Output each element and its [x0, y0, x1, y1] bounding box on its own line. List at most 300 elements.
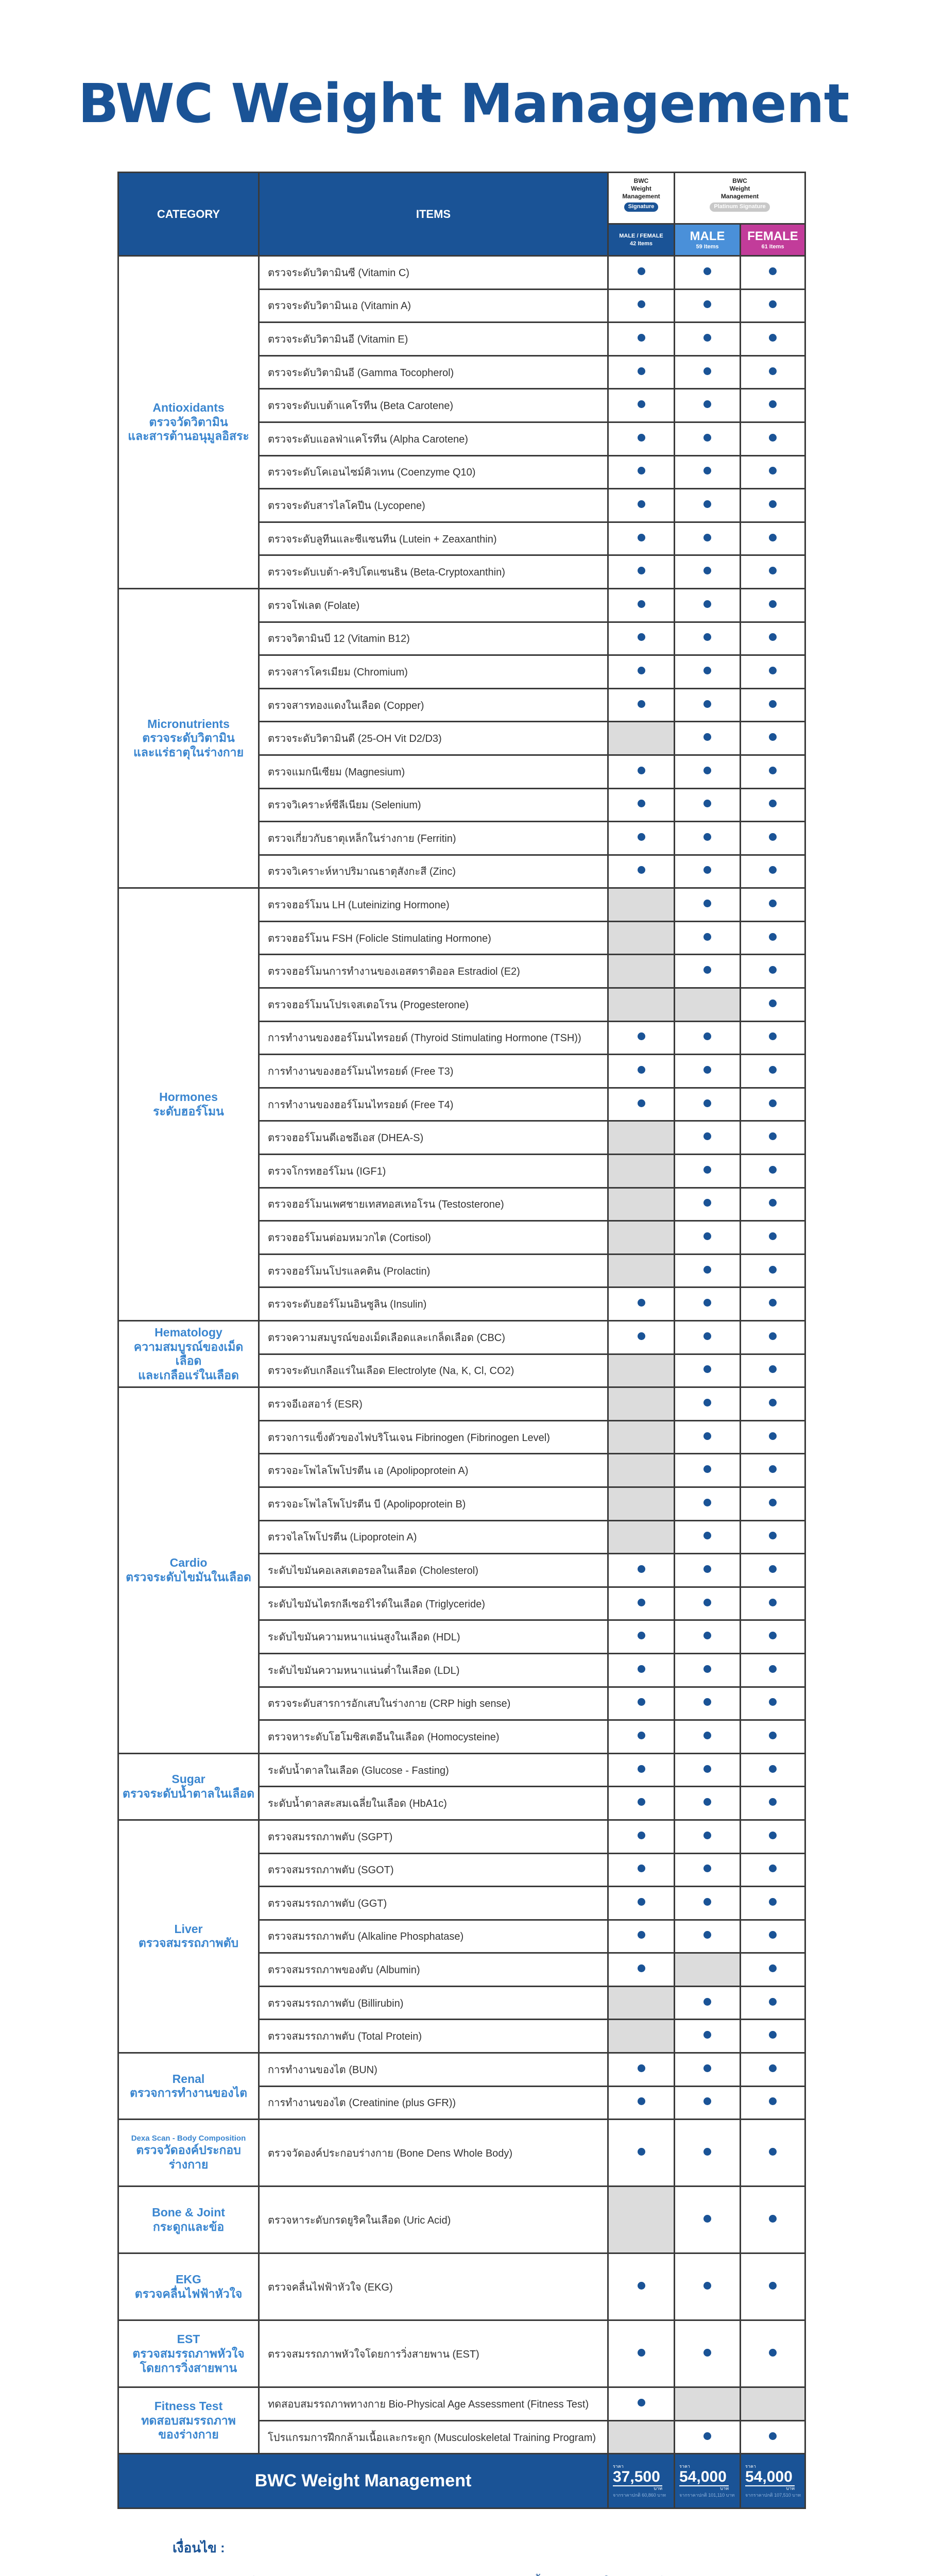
mark-male: [675, 1321, 741, 1354]
mark-female: [741, 988, 805, 1022]
mark-male: [675, 2053, 741, 2087]
category-label-en: EKG: [176, 2273, 201, 2286]
included-dot-icon: [703, 1898, 711, 1906]
included-dot-icon: [769, 1199, 777, 1207]
included-dot-icon: [638, 700, 645, 708]
included-dot-icon: [703, 2349, 711, 2357]
category-label-th1: ตรวจระดับน้ำตาลในเลือด: [122, 1786, 255, 1800]
mark-male: [675, 688, 741, 722]
category-label-small: Dexa Scan - Body Composition: [131, 2134, 246, 2143]
included-dot-icon: [638, 1099, 645, 1107]
item-name: ตรวจสมรรถภาพตับ (GGT): [259, 1887, 608, 1920]
included-dot-icon: [769, 1499, 777, 1506]
category-label-th1: ตรวจสมรรถภาพหัวใจ: [132, 2346, 245, 2360]
mark-female: [741, 1720, 805, 1754]
category-cell: [118, 2320, 259, 2387]
header-package-platinum: BWC Weight Management Platinum Signature: [675, 173, 805, 224]
mark-signature: [608, 1953, 675, 1987]
included-dot-icon: [638, 1798, 645, 1806]
mark-male: [675, 1387, 741, 1421]
included-dot-icon: [638, 400, 645, 408]
mark-signature: [608, 1587, 675, 1620]
mark-male: [675, 1554, 741, 1587]
included-dot-icon: [703, 534, 711, 541]
included-dot-icon: [638, 1032, 645, 1040]
item-name: ตรวจระดับวิตามินเอ (Vitamin A): [259, 289, 608, 323]
included-dot-icon: [769, 2097, 777, 2105]
included-dot-icon: [638, 500, 645, 508]
mark-male: [675, 489, 741, 522]
included-dot-icon: [769, 2282, 777, 2290]
category-label-th1: กระดูกและข้อ: [152, 2219, 225, 2233]
mark-female: [741, 1387, 805, 1421]
included-dot-icon: [769, 999, 777, 1007]
category-label-th1: ตรวจคลื่นไฟฟ้าหัวใจ: [134, 2286, 243, 2300]
mark-signature: [608, 755, 675, 788]
mark-signature: [608, 1454, 675, 1487]
included-dot-icon: [638, 467, 645, 474]
included-dot-icon: [769, 2064, 777, 2072]
item-name: ตรวจระดับเกลือแร่ในเลือด Electrolyte (Na, K, Cl, CO2): [259, 1354, 608, 1387]
mark-female: [741, 1853, 805, 1887]
mark-female: [741, 489, 805, 522]
mark-signature: [608, 1221, 675, 1255]
included-dot-icon: [703, 1299, 711, 1307]
included-dot-icon: [769, 933, 777, 941]
table-body: [118, 256, 805, 2454]
page-title: BWC Weight Management: [78, 72, 849, 135]
category-label-en: Hematology: [154, 1325, 222, 1339]
mark-female: [741, 522, 805, 555]
mark-signature: [608, 489, 675, 522]
item-name: ตรวจสมรรถภาพหัวใจโดยการวิ่งสายพาน (EST): [259, 2320, 608, 2387]
item-name: ตรวจระดับโคเอนไซม์คิวเทน (Coenzyme Q10): [259, 455, 608, 489]
included-dot-icon: [769, 2349, 777, 2357]
item-name: ระดับไขมันความหนาแน่นสูงในเลือด (HDL): [259, 1620, 608, 1654]
mark-female: [741, 2020, 805, 2053]
included-dot-icon: [638, 1599, 645, 1606]
mark-female: [741, 888, 805, 922]
item-name: ตรวจระดับวิตามินซี (Vitamin C): [259, 256, 608, 290]
included-dot-icon: [638, 1832, 645, 1839]
included-dot-icon: [703, 367, 711, 375]
price-signature: ราคา 37,500 บาท จากราคาปกติ 60,860 บาท: [608, 2454, 675, 2509]
included-dot-icon: [638, 633, 645, 641]
included-dot-icon: [703, 1931, 711, 1939]
footer-title: BWC Weight Management: [118, 2454, 608, 2509]
mark-male: [675, 389, 741, 422]
category-label-th2: และสารต้านอนุมูลอิสระ: [128, 429, 249, 443]
included-dot-icon: [769, 700, 777, 708]
mark-signature: [608, 1188, 675, 1221]
item-name: ตรวจระดับวิตามินอี (Gamma Tocopherol): [259, 355, 608, 389]
item-name: ระดับไขมันความหนาแน่นต่ำในเลือด (LDL): [259, 1653, 608, 1687]
included-dot-icon: [769, 1931, 777, 1939]
mark-male: [675, 355, 741, 389]
mark-male: [675, 1055, 741, 1088]
mark-signature: [608, 722, 675, 755]
category-cell: [118, 1820, 259, 2053]
mark-male: [675, 1653, 741, 1687]
included-dot-icon: [703, 1365, 711, 1373]
included-dot-icon: [703, 500, 711, 508]
mark-signature: [608, 788, 675, 822]
included-dot-icon: [769, 800, 777, 807]
mark-female: [741, 455, 805, 489]
mark-male: [675, 2387, 741, 2421]
mark-signature: [608, 256, 675, 290]
category-cell: [118, 888, 259, 1321]
included-dot-icon: [703, 1532, 711, 1539]
item-name: ตรวจระดับวิตามินดี (25-OH Vit D2/D3): [259, 722, 608, 755]
item-name: ตรวจหาระดับโฮโมซิสเตอีนในเลือด (Homocysteine): [259, 1720, 608, 1754]
included-dot-icon: [703, 966, 711, 974]
included-dot-icon: [703, 2064, 711, 2072]
included-dot-icon: [703, 1998, 711, 2006]
included-dot-icon: [703, 434, 711, 442]
included-dot-icon: [638, 1698, 645, 1706]
mark-male: [675, 455, 741, 489]
included-dot-icon: [703, 800, 711, 807]
mark-male: [675, 2253, 741, 2320]
mark-male: [675, 2320, 741, 2387]
mark-female: [741, 2086, 805, 2120]
mark-signature: [608, 1620, 675, 1654]
mark-signature: [608, 1653, 675, 1687]
mark-female: [741, 2253, 805, 2320]
mark-male: [675, 1887, 741, 1920]
included-dot-icon: [769, 733, 777, 741]
mark-signature: [608, 389, 675, 422]
mark-signature: [608, 921, 675, 955]
included-dot-icon: [769, 334, 777, 342]
mark-signature: [608, 655, 675, 689]
mark-signature: [608, 2387, 675, 2421]
included-dot-icon: [769, 667, 777, 674]
mark-signature: [608, 1753, 675, 1787]
mark-signature: [608, 588, 675, 622]
included-dot-icon: [769, 567, 777, 574]
mark-male: [675, 2420, 741, 2454]
mark-female: [741, 2187, 805, 2253]
included-dot-icon: [703, 933, 711, 941]
item-name: ตรวจระดับวิตามินอี (Vitamin E): [259, 323, 608, 356]
mark-female: [741, 755, 805, 788]
mark-female: [741, 1454, 805, 1487]
category-label-en: Liver: [174, 1922, 203, 1936]
included-dot-icon: [769, 1865, 777, 1872]
category-label-th1: ตรวจระดับไขมันในเลือด: [126, 1570, 251, 1584]
included-dot-icon: [703, 1832, 711, 1839]
mark-signature: [608, 1021, 675, 1055]
mark-female: [741, 1287, 805, 1321]
mark-signature: [608, 323, 675, 356]
mark-signature: [608, 1387, 675, 1421]
category-label-th1: ตรวจวัดวิตามิน: [149, 415, 228, 429]
included-dot-icon: [769, 434, 777, 442]
included-dot-icon: [703, 334, 711, 342]
table-row: [118, 2387, 805, 2421]
item-name: ตรวจสมรรถภาพตับ (SGOT): [259, 1853, 608, 1887]
mark-male: [675, 555, 741, 589]
category-label-th2: ร่างกาย: [168, 2157, 209, 2171]
item-name: ตรวจระดับสารไลโคปีน (Lycopene): [259, 489, 608, 522]
mark-signature: [608, 1121, 675, 1155]
mark-signature: [608, 455, 675, 489]
mark-signature: [608, 1487, 675, 1520]
mark-signature: [608, 888, 675, 922]
mark-male: [675, 2020, 741, 2053]
mark-signature: [608, 822, 675, 855]
mark-male: [675, 788, 741, 822]
category-cell: [118, 2120, 259, 2187]
included-dot-icon: [769, 1132, 777, 1140]
included-dot-icon: [703, 2215, 711, 2223]
included-dot-icon: [703, 1432, 711, 1440]
mark-female: [741, 1620, 805, 1654]
included-dot-icon: [703, 467, 711, 474]
condition-item: [173, 2574, 791, 2576]
mark-male: [675, 1787, 741, 1820]
included-dot-icon: [703, 1665, 711, 1673]
mark-signature: [608, 2253, 675, 2320]
mark-male: [675, 1687, 741, 1720]
item-name: ตรวจฮอร์โมนโปรเจสเตอโรน (Progesterone): [259, 988, 608, 1022]
mark-signature: [608, 1354, 675, 1387]
mark-male: [675, 1720, 741, 1754]
mark-male: [675, 1221, 741, 1255]
included-dot-icon: [769, 1332, 777, 1340]
included-dot-icon: [703, 2282, 711, 2290]
item-name: ตรวจสารทองแดงในเลือด (Copper): [259, 688, 608, 722]
item-name: ตรวจเกี่ยวกับธาตุเหล็กในร่างกาย (Ferritin): [259, 822, 608, 855]
included-dot-icon: [769, 1964, 777, 1972]
mark-signature: [608, 2420, 675, 2454]
category-label-th2: และแร่ธาตุในร่างกาย: [133, 745, 244, 759]
item-name: ตรวจฮอร์โมน LH (Luteinizing Hormone): [259, 888, 608, 922]
mark-signature: [608, 355, 675, 389]
header-package-signature: BWC Weight Management Signature: [608, 173, 675, 224]
included-dot-icon: [703, 1232, 711, 1240]
mark-female: [741, 622, 805, 655]
mark-female: [741, 921, 805, 955]
table-row: [118, 1753, 805, 1787]
included-dot-icon: [638, 833, 645, 841]
included-dot-icon: [703, 1599, 711, 1606]
mark-female: [741, 1753, 805, 1787]
item-name: ตรวจวิเคราะห์ซีลีเนียม (Selenium): [259, 788, 608, 822]
included-dot-icon: [703, 633, 711, 641]
table-row: [118, 1387, 805, 1421]
category-cell: [118, 2253, 259, 2320]
mark-signature: [608, 2086, 675, 2120]
mark-male: [675, 588, 741, 622]
category-cell: [118, 1387, 259, 1754]
mark-signature: [608, 988, 675, 1022]
mark-signature: [608, 522, 675, 555]
included-dot-icon: [703, 1765, 711, 1773]
mark-female: [741, 1653, 805, 1687]
mark-male: [675, 2086, 741, 2120]
mark-female: [741, 855, 805, 888]
category-label-th1: ระดับฮอร์โมน: [153, 1104, 224, 1118]
mark-male: [675, 888, 741, 922]
category-label-en: EST: [177, 2332, 200, 2346]
included-dot-icon: [703, 1032, 711, 1040]
category-label-en: Cardio: [169, 1556, 208, 1570]
mark-female: [741, 1221, 805, 1255]
included-dot-icon: [638, 1299, 645, 1307]
included-dot-icon: [638, 267, 645, 275]
category-cell: [118, 2187, 259, 2253]
price-male: ราคา 54,000 บาท จากราคาปกติ 101,110 บาท: [675, 2454, 741, 2509]
included-dot-icon: [769, 367, 777, 375]
table-row: [118, 588, 805, 622]
mark-signature: [608, 1321, 675, 1354]
included-dot-icon: [703, 2031, 711, 2039]
mark-male: [675, 1986, 741, 2020]
mark-male: [675, 955, 741, 988]
included-dot-icon: [703, 1865, 711, 1872]
included-dot-icon: [703, 567, 711, 574]
included-dot-icon: [638, 1665, 645, 1673]
included-dot-icon: [638, 1865, 645, 1872]
table-row: [118, 2320, 805, 2387]
included-dot-icon: [769, 2215, 777, 2223]
mark-signature: [608, 1520, 675, 1554]
header-category: CATEGORY: [118, 173, 259, 256]
mark-signature: [608, 1986, 675, 2020]
included-dot-icon: [769, 1765, 777, 1773]
item-name: ตรวจระดับแอลฟ่าแคโรทีน (Alpha Carotene): [259, 422, 608, 455]
included-dot-icon: [703, 1066, 711, 1074]
included-dot-icon: [769, 1632, 777, 1639]
mark-female: [741, 655, 805, 689]
included-dot-icon: [769, 767, 777, 774]
included-dot-icon: [703, 1499, 711, 1506]
mark-signature: [608, 1720, 675, 1754]
item-name: การทำงานของไต (BUN): [259, 2053, 608, 2087]
included-dot-icon: [703, 300, 711, 308]
included-dot-icon: [638, 1931, 645, 1939]
item-name: ตรวจสมรรถภาพตับ (Alkaline Phosphatase): [259, 1920, 608, 1953]
mark-female: [741, 955, 805, 988]
included-dot-icon: [638, 1898, 645, 1906]
item-name: การทำงานของฮอร์โมนไทรอยด์ (Thyroid Stimulating Hormone (TSH)): [259, 1021, 608, 1055]
table-row: [118, 1820, 805, 1853]
item-name: ตรวจอะโพไลโพโปรตีน เอ (Apolipoprotein A): [259, 1454, 608, 1487]
item-name: ตรวจระดับเบต้า-คริปโตแซนธิน (Beta-Cryptoxanthin): [259, 555, 608, 589]
included-dot-icon: [703, 1332, 711, 1340]
included-dot-icon: [769, 1698, 777, 1706]
included-dot-icon: [703, 2097, 711, 2105]
mark-male: [675, 1487, 741, 1520]
mark-male: [675, 988, 741, 1022]
item-name: โปรแกรมการฝึกกล้ามเนื้อและกระดูก (Musculoskeletal Training Program): [259, 2420, 608, 2454]
included-dot-icon: [638, 1565, 645, 1573]
included-dot-icon: [703, 2432, 711, 2440]
mark-signature: [608, 422, 675, 455]
included-dot-icon: [638, 2097, 645, 2105]
mark-signature: [608, 1055, 675, 1088]
mark-female: [741, 422, 805, 455]
item-name: ตรวจวิเคราะห์หาปริมาณธาตุสังกะสี (Zinc): [259, 855, 608, 888]
mark-signature: [608, 1820, 675, 1853]
item-name: ตรวจระดับสารการอักเสบในร่างกาย (CRP high sense): [259, 1687, 608, 1720]
item-name: ตรวจระดับฮอร์โมนอินซูลิน (Insulin): [259, 1287, 608, 1321]
item-name: ตรวจแมกนีเซียม (Magnesium): [259, 755, 608, 788]
included-dot-icon: [769, 1032, 777, 1040]
item-name: ตรวจคลื่นไฟฟ้าหัวใจ (EKG): [259, 2253, 608, 2320]
mark-female: [741, 289, 805, 323]
item-name: ตรวจสมรรถภาพตับ (Total Protein): [259, 2020, 608, 2053]
included-dot-icon: [769, 1565, 777, 1573]
mark-male: [675, 921, 741, 955]
mark-female: [741, 822, 805, 855]
mark-male: [675, 1287, 741, 1321]
included-dot-icon: [638, 866, 645, 874]
included-dot-icon: [703, 1698, 711, 1706]
mark-female: [741, 1953, 805, 1987]
included-dot-icon: [769, 966, 777, 974]
mark-female: [741, 688, 805, 722]
table-row: [118, 2187, 805, 2253]
included-dot-icon: [638, 2349, 645, 2357]
mark-signature: [608, 622, 675, 655]
table-row: [118, 1321, 805, 1354]
mark-female: [741, 2053, 805, 2087]
mark-male: [675, 1021, 741, 1055]
mark-female: [741, 2120, 805, 2187]
included-dot-icon: [638, 600, 645, 608]
included-dot-icon: [638, 1632, 645, 1639]
table-row: [118, 2253, 805, 2320]
item-name: ระดับไขมันไตรกลีเซอร์ไรด์ในเลือด (Triglyceride): [259, 1587, 608, 1620]
item-name: ตรวจโกรทฮอร์โมน (IGF1): [259, 1155, 608, 1188]
category-label-th1: ความสมบูรณ์ของเม็ดเลือด: [133, 1340, 244, 1368]
category-label-th2: ของร่างกาย: [158, 2428, 219, 2442]
mark-female: [741, 1920, 805, 1953]
mark-signature: [608, 1687, 675, 1720]
mark-signature: [608, 1420, 675, 1454]
mark-male: [675, 1920, 741, 1953]
included-dot-icon: [638, 367, 645, 375]
included-dot-icon: [769, 1432, 777, 1440]
item-name: ตรวจฮอร์โมนเพศชายเทสทอสเทอโรน (Testosterone): [259, 1188, 608, 1221]
included-dot-icon: [769, 1998, 777, 2006]
category-label-en: Renal: [172, 2072, 205, 2086]
included-dot-icon: [638, 1964, 645, 1972]
price-female: ราคา 54,000 บาท จากราคาปกติ 107,510 บาท: [741, 2454, 805, 2509]
item-name: ตรวจหาระดับกรดยูริคในเลือด (Uric Acid): [259, 2187, 608, 2253]
included-dot-icon: [703, 900, 711, 907]
mark-female: [741, 2420, 805, 2454]
mark-male: [675, 822, 741, 855]
mark-male: [675, 1420, 741, 1454]
included-dot-icon: [769, 833, 777, 841]
included-dot-icon: [703, 1099, 711, 1107]
included-dot-icon: [769, 300, 777, 308]
item-name: ตรวจอะโพไลโพโปรตีน บี (Apolipoprotein B): [259, 1487, 608, 1520]
included-dot-icon: [769, 1365, 777, 1373]
mark-male: [675, 1853, 741, 1887]
item-name: ตรวจฮอร์โมนการทำงานของเอสตราดิออล Estradiol (E2): [259, 955, 608, 988]
mark-male: [675, 522, 741, 555]
mark-male: [675, 2120, 741, 2187]
mark-female: [741, 1155, 805, 1188]
included-dot-icon: [703, 1798, 711, 1806]
included-dot-icon: [769, 1066, 777, 1074]
